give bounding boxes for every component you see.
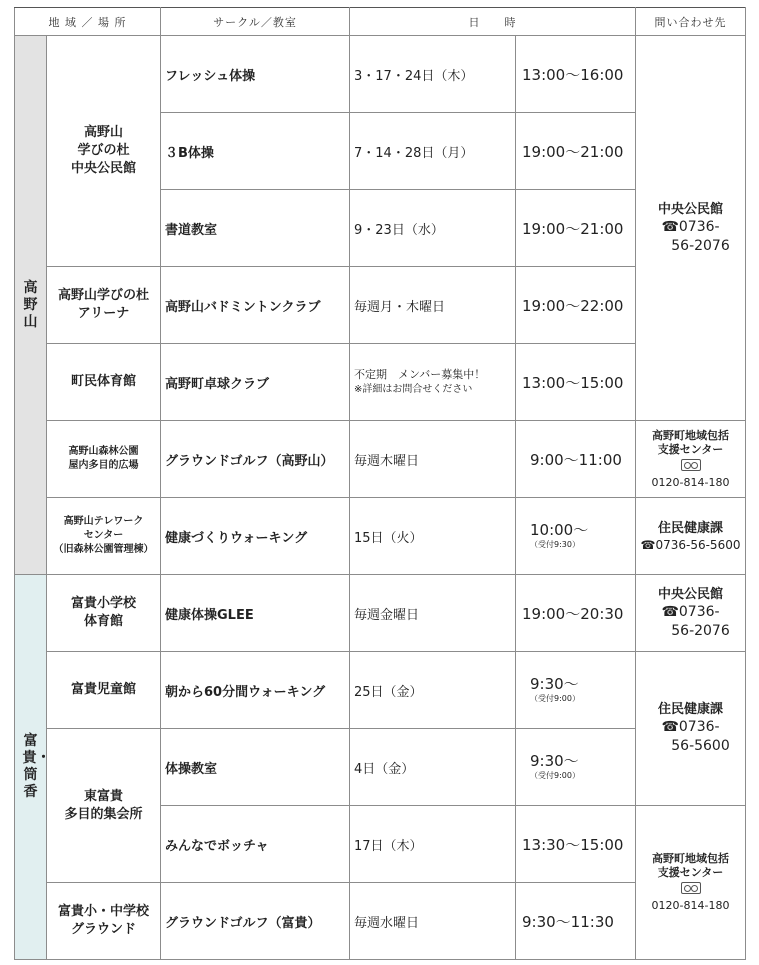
- location-cell: 富貴小学校 体育館: [47, 575, 161, 652]
- contact-phone: 0120-814-180: [651, 899, 730, 912]
- header-contact: 問い合わせ先: [636, 8, 746, 36]
- table-row: [15, 36, 746, 113]
- date-text: 不定期 メンバー募集中！: [354, 368, 486, 381]
- date-cell: 17日（木）: [350, 806, 516, 883]
- date-cell: 毎週金曜日: [350, 575, 516, 652]
- circle-name: 高野山バドミントンクラブ: [161, 267, 350, 344]
- date-note: ※詳細はお問合せください: [354, 384, 473, 395]
- time-text: 9:30〜: [530, 752, 579, 770]
- time-text: 9:30〜: [530, 675, 579, 693]
- circle-name: グラウンドゴルフ（高野山）: [161, 421, 350, 498]
- circle-name: 健康体操GLEE: [161, 575, 350, 652]
- contact-name-cont: 支援センター: [657, 866, 724, 879]
- contact-name: 住民健康課: [657, 702, 723, 717]
- contact-cell: [636, 36, 746, 421]
- time-cell: 19:00〜21:00: [516, 113, 636, 190]
- header-datetime: 日 時: [350, 8, 636, 36]
- contact-name: 住民健康課: [657, 520, 723, 536]
- time-cell: 9:30〜11:30: [516, 883, 636, 960]
- area-fuki-tsutsuga: [15, 575, 51, 960]
- circle-name: フレッシュ体操: [161, 36, 350, 113]
- area-koyasan: [15, 36, 47, 575]
- date-cell: [350, 344, 516, 421]
- contact-cell: [636, 498, 746, 575]
- contact-cell: [636, 806, 746, 960]
- contact-cell: [636, 652, 746, 806]
- header-circle: サークル／教室: [161, 8, 350, 36]
- table-row: [15, 652, 746, 729]
- date-cell: 4日（金）: [350, 729, 516, 806]
- circle-name: 高野町卓球クラブ: [161, 344, 350, 421]
- location-cell: 高野山 学びの杜 中央公民館: [47, 36, 161, 267]
- date-cell: 25日（金）: [350, 652, 516, 729]
- location-cell: 高野山学びの杜 アリーナ: [47, 267, 161, 344]
- time-note: （受付9:00）: [530, 771, 580, 780]
- location-cell: 富貴児童館: [47, 652, 161, 729]
- contact-phone: ☎0736-: [661, 719, 720, 735]
- contact-name: 高野町地域包括: [652, 852, 729, 865]
- time-note: （受付9:30）: [530, 540, 580, 549]
- table-row: [15, 421, 746, 498]
- schedule-table: [14, 7, 746, 960]
- circle-name: グラウンドゴルフ（富貴）: [161, 883, 350, 960]
- header-area: 地 域 ／ 場 所: [15, 8, 161, 36]
- freedial-icon: [681, 459, 701, 471]
- time-cell: 13:30〜15:00: [516, 806, 636, 883]
- time-cell: 19:00〜22:00: [516, 267, 636, 344]
- date-cell: 15日（火）: [350, 498, 516, 575]
- time-cell: 19:00〜21:00: [516, 190, 636, 267]
- table-header-row: [15, 8, 746, 36]
- time-cell: [516, 652, 636, 729]
- table-row: [15, 575, 746, 652]
- location-cell: 富貴小・中学校 グラウンド: [47, 883, 161, 960]
- date-cell: 毎週月・木曜日: [350, 267, 516, 344]
- date-cell: 毎週水曜日: [350, 883, 516, 960]
- contact-cell: [636, 575, 746, 652]
- contact-phone: 0120-814-180: [651, 475, 730, 489]
- time-cell: 9:00〜11:00: [516, 421, 636, 498]
- contact-phone-cont: 56-5600: [671, 738, 730, 754]
- time-text: 10:00〜: [530, 521, 589, 539]
- circle-name: みんなでボッチャ: [161, 806, 350, 883]
- circle-name: 健康づくりウォーキング: [161, 498, 350, 575]
- date-cell: 3・17・24日（木）: [350, 36, 516, 113]
- contact-phone: ☎0736-: [661, 218, 720, 235]
- table-row: [15, 498, 746, 575]
- location-cell: 高野山森林公園 屋内多目的広場: [47, 421, 161, 498]
- contact-phone: ☎0736-56-5600: [640, 537, 741, 552]
- circle-name: 体操教室: [161, 729, 350, 806]
- time-cell: [516, 498, 636, 575]
- circle-name: 書道教室: [161, 190, 350, 267]
- time-note: （受付9:00）: [530, 694, 580, 703]
- contact-cell: [636, 421, 746, 498]
- date-cell: 7・14・28日（月）: [350, 113, 516, 190]
- location-cell: 町民体育館: [47, 344, 161, 421]
- contact-name-cont: 支援センター: [657, 442, 724, 456]
- freedial-icon: [681, 882, 701, 894]
- time-cell: 13:00〜16:00: [516, 36, 636, 113]
- date-cell: 毎週木曜日: [350, 421, 516, 498]
- contact-phone-cont: 56-2076: [671, 622, 730, 639]
- location-cell: 東富貴 多目的集会所: [47, 729, 161, 883]
- contact-name: 高野町地域包括: [652, 428, 729, 442]
- circle-name: 朝から60分間ウォーキング: [161, 652, 350, 729]
- contact-phone-cont: 56-2076: [671, 237, 730, 254]
- area-label: 高野山: [23, 279, 38, 330]
- time-cell: 19:00〜20:30: [516, 575, 636, 652]
- area-label: 富貴・筒香: [22, 733, 51, 800]
- time-cell: 13:00〜15:00: [516, 344, 636, 421]
- circle-name: ３B体操: [161, 113, 350, 190]
- contact-name: 中央公民館: [657, 201, 723, 217]
- contact-name: 中央公民館: [657, 586, 723, 602]
- time-cell: [516, 729, 636, 806]
- date-cell: 9・23日（水）: [350, 190, 516, 267]
- location-cell: 高野山テレワーク センター （旧森林公園管理棟）: [47, 498, 161, 575]
- contact-phone: ☎0736-: [661, 603, 720, 620]
